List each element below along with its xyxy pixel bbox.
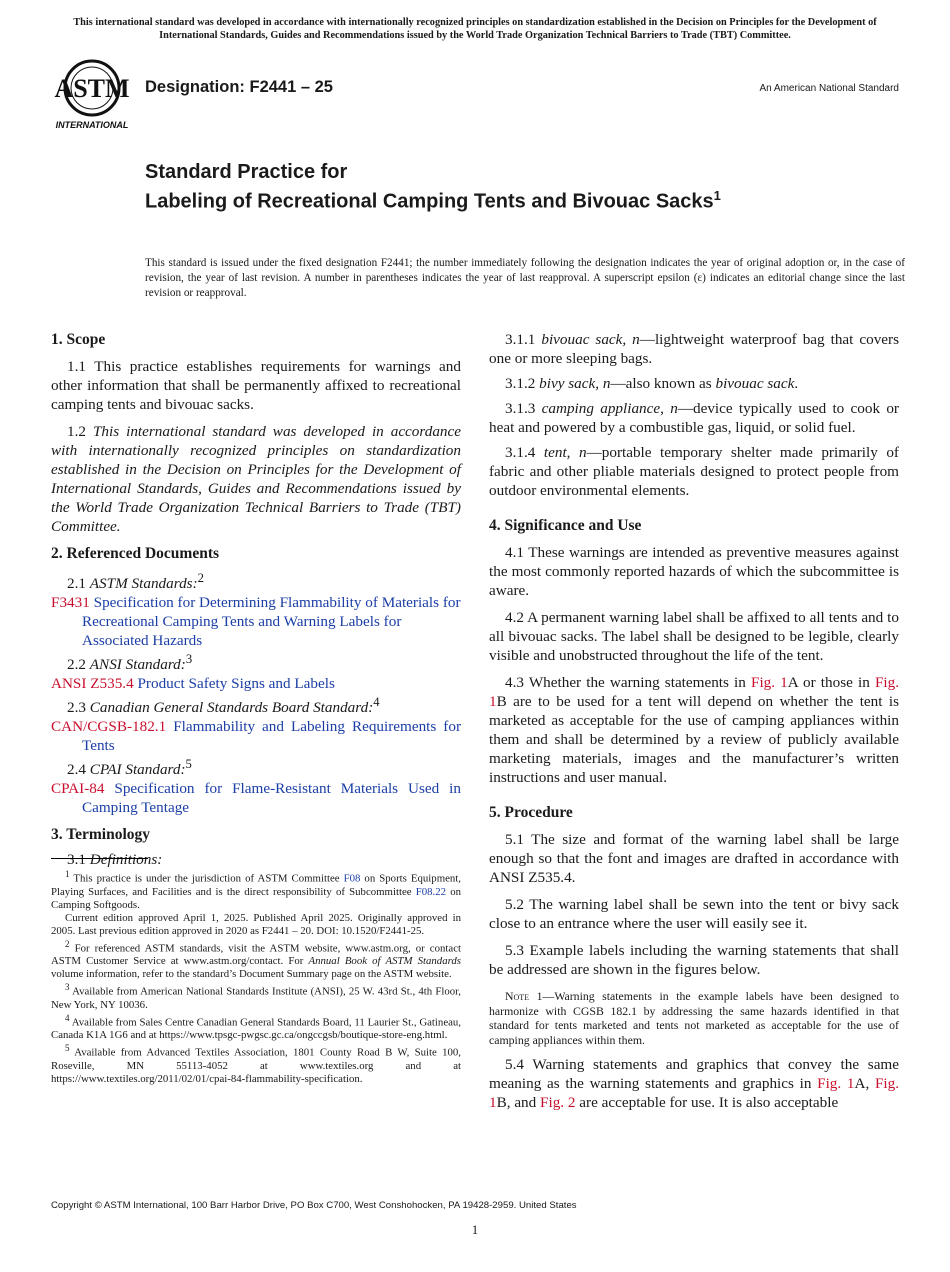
- standards-notice: This international standard was developed in accordance with internationally recognized principles on standardization established in the Decision on Principles for the Development of International Standards, Guides and Recommendations issued by the World Trade Organization Technical Barriers to Trade (TBT) Committee.: [73, 17, 877, 41]
- para-4-3: 4.3 Whether the warning statements in Fig. 1A or those in Fig. 1B are to be used for a tent will depend on whether the tent is marketed as acceptable for the use of camping appliances within them and shall be determined by a review of publicly available marketing materials, images and the manufacturer’s written instructions and user manual.: [489, 674, 899, 786]
- footnote-4: $^4$ Available from Sales Centre Canadian General Standards Board, 11 Laurier St., Gatineau, Canada K1A 1G6 and at https://www.tpsgc-pwgsc.gc.ca/ongccgsb/boutique-store-eng.html.: [51, 1012, 461, 1042]
- note-1: Note 1—Warning statements in the example labels have been designed to harmonize with CGSB 182.1 by addressing the same hazards identified in that standard for tents marketed and tents not marketed as acceptable for the use of camping appliances within them.: [489, 989, 899, 1047]
- logo-text: ASTM: [54, 74, 130, 103]
- fig-1-link[interactable]: Fig. 1: [817, 1075, 855, 1092]
- def-3-1-4: 3.1.4 tent, n—portable temporary shelter made primarily of fabric and other pliable materials designed to protect people from outdoor environmental elements.: [489, 444, 899, 499]
- subhead-2-2: 2.2 ANSI Standard:$^3$: [67, 652, 193, 674]
- section-1-heading: 1. Scope: [51, 331, 106, 348]
- para-5-1: 5.1 The size and format of the warning label shall be large enough so that the font and images are drafted in accordance with ANSI Z535.4.: [489, 831, 899, 886]
- footnotes: [51, 868, 461, 1086]
- right-column: [489, 330, 899, 1112]
- ref-ansi-z535[interactable]: ANSI Z535.4 Product Safety Signs and Labels: [51, 675, 335, 693]
- footnote-5: $^5$ Available from Advanced Textiles Association, 1801 County Road B W, Suite 100, Roseville, MN 55113-4052 at www.textiles.org and at https://www.textiles.org/2011/02/01/cpai-84-flammability-specification.: [51, 1043, 461, 1085]
- page-number: 1: [471, 1222, 479, 1237]
- national-standard-label: An American National Standard: [759, 83, 899, 94]
- def-3-1-1: 3.1.1 bivouac sack, n—lightweight waterproof bag that covers one or more sleeping bags.: [489, 331, 899, 367]
- ref-cpai-84[interactable]: CPAI-84 Specification for Flame-Resistant Materials Used in Camping Tentage: [51, 780, 461, 817]
- logo-subtext: INTERNATIONAL: [55, 120, 129, 130]
- def-3-1-2: 3.1.2 bivy sack, n—also known as bivouac sack.: [505, 375, 799, 392]
- section-5-heading: 5. Procedure: [489, 804, 573, 821]
- title-line-1: Standard Practice for: [145, 161, 348, 183]
- footnote-2: $^2$ For referenced ASTM standards, visit the ASTM website, www.astm.org, or contact ASTM Customer Service at www.astm.org/contact. For Annual Book of ASTM Standards volume information, refer to the standard’s Document Summary page on the ASTM website.: [51, 938, 461, 981]
- footnote-3: $^3$ Available from American National Standards Institute (ANSI), 25 W. 43rd St., 4th Floor, New York, NY 10036.: [51, 982, 461, 1011]
- link-f08[interactable]: F08: [343, 872, 361, 885]
- para-5-4: 5.4 Warning statements and graphics that convey the same meaning as the warning statements and graphics in Fig. 1A, Fig. 1B, and Fig. 2 are acceptable for use. It is also acceptable: [489, 1056, 900, 1111]
- preamble: This standard is issued under the fixed designation F2441; the number immediately following the designation indicates the year of original adoption or, in the case of revision, the year of last revision. A number in parentheses indicates the year of last reapproval. A superscript epsilon (ε) indicates an editorial change since the last revision or reapproval.: [145, 257, 905, 299]
- para-4-1: 4.1 These warnings are intended as preventive measures against the most commonly reported hazards of which the subcommittee is aware.: [489, 544, 899, 599]
- subhead-2-3: 2.3 Canadian General Standards Board Standard:$^4$: [67, 695, 380, 717]
- title-line-2: Labeling of Recreational Camping Tents and Bivouac Sacks$^1$: [145, 188, 721, 213]
- section-2-heading: 2. Referenced Documents: [51, 545, 220, 562]
- fig-2-link[interactable]: Fig. 2: [540, 1094, 576, 1111]
- fig-1-link[interactable]: Fig. 1: [489, 674, 899, 710]
- ref-cgsb-182[interactable]: CAN/CGSB-182.1 Flammability and Labeling Requirements for Tents: [51, 718, 462, 755]
- footnote-rule: [51, 858, 148, 859]
- designation: Designation: F2441 – 25: [145, 78, 333, 96]
- para-4-2: 4.2 A permanent warning label shall be affixed to all tents and to all bivouac sacks. The label shall be designed to be legible, clearly visible and unobstructed throughout the life of the tent.: [489, 609, 899, 664]
- document-title: [145, 160, 785, 214]
- fig-1-link[interactable]: Fig. 1: [751, 674, 788, 691]
- copyright: Copyright © ASTM International, 100 Barr Harbor Drive, PO Box C700, West Conshohocken, PA 19428-2959. United States: [51, 1200, 577, 1211]
- astm-logo: [52, 58, 136, 134]
- fig-1-link[interactable]: Fig. 1: [489, 1075, 900, 1111]
- section-4-heading: 4. Significance and Use: [489, 517, 642, 534]
- footnote-1: $^1$ This practice is under the jurisdiction of ASTM Committee F08 on Sports Equipment, Playing Surfaces, and Facilities and is the direct responsibility of Subcommittee F08.22 on Camping Softgoods.: [51, 869, 461, 911]
- title-footnote-marker: 1: [713, 188, 721, 203]
- footnote-1-edition: Current edition approved April 1, 2025. Published April 2025. Originally approved in 2005. Last previous edition approved in 2020 as F2441 – 20. DOI: 10.1520/F2441-25.: [51, 911, 461, 937]
- subhead-2-4: 2.4 CPAI Standard:$^5$: [67, 757, 192, 779]
- ref-f3431[interactable]: F3431 Specification for Determining Flammability of Materials for Recreational Camping Tents and Warning Labels for Associated Hazards: [51, 594, 461, 650]
- para-3-1: 3.1 Definitions:: [67, 851, 163, 869]
- para-1-1: 1.1 This practice establishes requirements for warnings and other information that shall be permanently affixed to recreational camping tents and bivouac sacks.: [51, 358, 461, 413]
- para-5-3: 5.3 Example labels including the warning statements that shall be addressed are shown in the figures below.: [489, 942, 899, 978]
- left-column: [51, 330, 461, 869]
- para-1-2: 1.2 This international standard was developed in accordance with internationally recognized principles on standardization established in the Decision on Principles for the Development of International Standards, Guides and Recommendations issued by the World Trade Organization Technical Barriers to Trade (TBT) Committee.: [51, 423, 462, 535]
- subhead-2-1: 2.1 ASTM Standards:$^2$: [67, 571, 204, 593]
- section-3-heading: 3. Terminology: [51, 826, 151, 844]
- para-5-2: 5.2 The warning label shall be sewn into the tent or bivy sack close to an entrance where the user will easily see it.: [489, 896, 899, 932]
- link-f08-22[interactable]: F08.22: [415, 885, 447, 898]
- def-3-1-3: 3.1.3 camping appliance, n—device typically used to cook or heat and powered by a combustible gas, liquid, or solid fuel.: [489, 400, 899, 436]
